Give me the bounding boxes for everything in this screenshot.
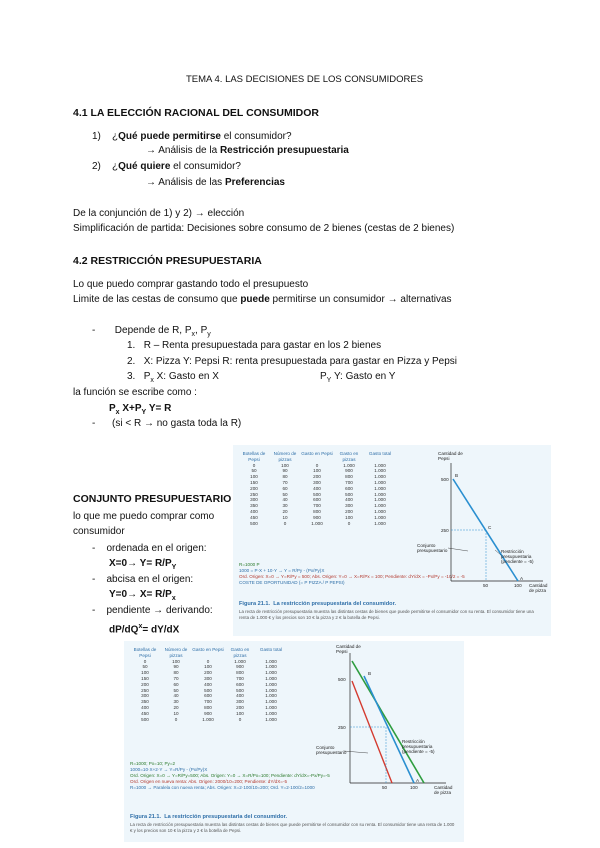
table-cell: 1.000: [202, 716, 214, 722]
eq-end: Y= R: [146, 403, 172, 414]
f2-y-tick-top: 500: [338, 677, 346, 682]
figure-1: [233, 445, 551, 636]
slope-equation: [109, 620, 179, 636]
item-3a-sub: x: [150, 377, 154, 384]
table-cell: 600: [345, 485, 353, 491]
question-2: [92, 160, 241, 173]
q2-pre: ¿: [112, 161, 119, 172]
table-cell: 700: [345, 479, 353, 485]
b1-text: ordenada en el origen:: [106, 543, 207, 554]
table-cell: 600: [204, 693, 212, 699]
table-cell: 500: [204, 687, 212, 693]
table-header-cell: Gasto en Pepsi: [192, 647, 224, 652]
f2-point-b: B: [368, 671, 372, 676]
table-header-cell: Número de pizzas: [273, 451, 297, 462]
table-cell: 1.000: [311, 520, 323, 526]
table-cell: 1.000: [265, 704, 277, 710]
dash: -: [92, 325, 96, 336]
table-cell: 1.000: [265, 664, 277, 670]
table-cell: 800: [345, 474, 353, 480]
depends-text: Depende de R, P: [114, 325, 192, 336]
conjunto-line-2: consumidor: [73, 526, 125, 537]
table-cell: 200: [345, 508, 353, 514]
f1-x-axis-label: Cantidad de pizza: [529, 583, 548, 593]
table-cell: 20: [282, 508, 288, 514]
question-1-sub: [146, 144, 349, 157]
note-line: [92, 417, 241, 430]
table-cell: 200: [141, 681, 149, 687]
table-cell: 100: [141, 670, 149, 676]
note-text: (si < R → no gasta toda la R): [112, 418, 242, 429]
question-1: [92, 130, 292, 143]
table-cell: 70: [173, 675, 179, 681]
f2-x-tick-mid: 50: [382, 785, 388, 790]
f2-formula-5: R=1000 → Paralela con nueva renta; Abs. Origen: X=2·100/10=200; Ord. Y=2·100/2=1000: [130, 785, 315, 790]
table-cell: 50: [282, 491, 288, 497]
table-cell: 1.000: [374, 485, 386, 491]
table-cell: 1.000: [374, 520, 386, 526]
table-cell: 1.000: [265, 710, 277, 716]
f2-caption-text: La recta de restricción presupuestaria muestra las distintas cestas de bienes que puede permitirse el consumidor con su renta. El consumidor tiene una renta de 1.000 € y los precios son 10 € la pizza y 2 € la botella de Pepsi.: [130, 822, 455, 833]
table-cell: 100: [250, 474, 258, 480]
f2-formula-2: 1000=10·X+2·Y → Y=R/Py - (Px/Py)X: [130, 767, 208, 772]
table-cell: 100: [172, 658, 180, 664]
table-cell: 700: [236, 675, 244, 681]
b3-text: pendiente → derivando:: [106, 605, 213, 616]
q1-bold: Qué puede permitirse: [118, 131, 221, 142]
question-2-sub: [146, 176, 285, 189]
b2-eq-sub: x: [171, 595, 176, 602]
table-cell: 1.000: [374, 508, 386, 514]
table-cell: 1.000: [265, 699, 277, 705]
b1-dash: -: [92, 543, 96, 554]
table-cell: 900: [236, 664, 244, 670]
table-cell: 800: [204, 704, 212, 710]
table-cell: 350: [250, 503, 258, 509]
item-1-number: 1.: [127, 340, 136, 351]
table-cell: 450: [141, 710, 149, 716]
depends-sub-y: y: [207, 331, 211, 338]
table-header-cell: Gasto total: [368, 451, 392, 456]
f2-x-axis-label: Cantidad de pizza: [434, 785, 453, 795]
b2-dash: -: [92, 574, 96, 585]
table-cell: 0: [206, 658, 210, 664]
table-cell: 50: [142, 664, 148, 670]
table-cell: 1.000: [374, 474, 386, 480]
f1-y-tick-mid: 250: [441, 528, 449, 533]
table-header-cell: Gasto en Pepsi: [301, 451, 333, 456]
q2-sub-pre: → Análisis de las: [146, 177, 225, 188]
table-cell: 1.000: [265, 675, 277, 681]
table-cell: 1.000: [374, 462, 386, 468]
table-cell: 1.000: [374, 514, 386, 520]
item-1-text: R – Renta presupuestada para gastar en los 2 bienes: [143, 340, 382, 351]
table-cell: 1.000: [265, 658, 277, 664]
f1-x-tick-mid: 50: [483, 583, 489, 588]
b2-text: abcisa en el origen:: [106, 574, 194, 585]
table-cell: 300: [204, 675, 212, 681]
table-cell: 70: [282, 479, 288, 485]
f2-label-set: Conjunto presupuestario: [316, 745, 347, 755]
table-cell: 900: [313, 514, 321, 520]
b3-dash: -: [92, 605, 96, 616]
table-cell: 150: [141, 675, 149, 681]
item-2-number: 2.: [127, 356, 136, 367]
f2-caption-num: Figura 21.1.: [130, 814, 162, 820]
table-cell: 100: [313, 468, 321, 474]
q1-number: 1): [92, 131, 101, 142]
q2-number: 2): [92, 161, 101, 172]
table-cell: 1.000: [343, 462, 355, 468]
f2-y-axis-label: Cantidad de Pepsi: [336, 644, 361, 654]
table-cell: 30: [282, 503, 288, 509]
q2-bold: Qué quiere: [118, 161, 171, 172]
table-cell: 400: [345, 497, 353, 503]
table-cell: 200: [204, 670, 212, 676]
table-cell: 200: [236, 704, 244, 710]
f2-budget-line-green: [352, 661, 424, 783]
q2-sub-bold: Preferencias: [224, 177, 285, 188]
table-cell: 400: [204, 681, 212, 687]
table-cell: 60: [173, 681, 179, 687]
table-cell: 400: [236, 693, 244, 699]
table-cell: 500: [250, 520, 258, 526]
depends-sub-x: x: [191, 331, 196, 338]
figure-2: [124, 641, 464, 842]
f2-point-a: A: [416, 778, 420, 783]
f2-formula-4: Ord. Origen en nueva renta: Abs. Origen: 2000/10=200; Pendiente: dY/dX=-5: [130, 779, 288, 784]
table-cell: 90: [282, 468, 288, 474]
f2-label-line: Restricción presupuestaria (pendiente = -5): [402, 739, 435, 754]
bullet-abscissa: [92, 573, 193, 586]
item-2-text: X: Pizza Y: Pepsi R: renta presupuestada para gastar en Pizza y Pepsi: [143, 356, 458, 367]
q1-sub-bold: Restricción presupuestaria: [219, 145, 349, 156]
eq-s2: Y: [141, 409, 147, 416]
q2-post: el consumidor?: [170, 161, 241, 172]
table-cell: 1.000: [265, 687, 277, 693]
bullet-slope: [92, 604, 213, 617]
item-3b: [320, 370, 395, 387]
table-cell: 100: [236, 710, 244, 716]
item-1: [127, 339, 381, 352]
table-header-cell: Botellas de Pepsi: [242, 451, 266, 462]
table-cell: 90: [173, 664, 179, 670]
table-cell: 80: [173, 670, 179, 676]
q1-pre: ¿: [112, 131, 119, 142]
table-cell: 0: [252, 462, 256, 468]
b2-eq: Y=0→ X= R/P: [109, 589, 172, 600]
table-cell: 900: [345, 468, 353, 474]
table-cell: 400: [141, 704, 149, 710]
s42-line-1: Lo que puedo comprar gastando todo el presupuesto: [73, 279, 309, 290]
q1-post: el consumidor?: [220, 131, 292, 142]
b3-eq-sup: x: [138, 623, 143, 630]
table-cell: 10: [173, 710, 179, 716]
simplification-line: Simplificación de partida: Decisiones sobre consumo de 2 bienes (cestas de 2 bienes): [73, 223, 455, 234]
l2-post: permitirse un consumidor → alternativas: [269, 294, 452, 305]
f1-label-set: Conjunto presupuestario: [417, 543, 448, 553]
table-header-cell: Gasto en pizzas: [230, 647, 250, 658]
table-cell: 100: [281, 462, 289, 468]
table-cell: 800: [313, 508, 321, 514]
table-cell: 1.000: [374, 479, 386, 485]
item-2: [127, 355, 457, 368]
table-cell: 200: [250, 485, 258, 491]
table-cell: 10: [282, 514, 288, 520]
item-3b-post: Y: Gasto en Y: [331, 371, 396, 382]
table-cell: 100: [345, 514, 353, 520]
table-cell: 150: [250, 479, 258, 485]
l2-pre: Limite de las cestas de consumo que: [73, 294, 241, 305]
table-header-cell: Gasto en pizzas: [339, 451, 359, 462]
table-cell: 500: [236, 687, 244, 693]
table-cell: 20: [173, 704, 179, 710]
table-header-cell: Número de pizzas: [164, 647, 188, 658]
abscissa-equation: [109, 588, 176, 605]
bullet-ordinate: [92, 542, 207, 555]
table-cell: 1.000: [265, 693, 277, 699]
l2-bold: puede: [240, 294, 270, 305]
s42-line-2: [73, 293, 452, 306]
table-cell: 60: [282, 485, 288, 491]
table-cell: 700: [313, 503, 321, 509]
table-cell: 800: [236, 670, 244, 676]
table-cell: 0: [143, 658, 147, 664]
f1-caption-text: La recta de restricción presupuestaria muestra las distintas cestas de bienes que puede permitirse el consumidor con su renta. El consumidor tiene una renta de 1.000 € y los precios son 10 € la pizza y 2 € la botella de Pepsi.: [239, 609, 534, 620]
table-cell: 1.000: [374, 503, 386, 509]
ordinate-equation: [109, 557, 176, 574]
table-cell: 40: [282, 497, 288, 503]
item-3b-p: P: [320, 371, 327, 382]
f2-caption-title: [130, 814, 287, 820]
table-cell: 300: [345, 503, 353, 509]
table-cell: 200: [313, 474, 321, 480]
b1-eq-sub: Y: [171, 564, 177, 571]
note-dash: -: [92, 418, 96, 429]
f1-x-tick-end: 100: [514, 583, 522, 588]
table-cell: 1.000: [265, 716, 277, 722]
f1-point-b: B: [455, 473, 459, 478]
f2-x-tick-end: 100: [410, 785, 418, 790]
f2-caption-text-title: La restricción presupuestaria del consumidor.: [164, 814, 287, 820]
f1-point-a: A: [520, 576, 524, 581]
section-4-2-heading: 4.2 RESTRICCIÓN PRESUPUESTARIA: [73, 255, 262, 267]
f1-caption-num: Figura 21.1.: [239, 601, 271, 607]
q1-sub-pre: → Análisis de la: [146, 145, 220, 156]
table-cell: 1.000: [265, 681, 277, 687]
table-cell: 0: [347, 520, 351, 526]
table-cell: 350: [141, 699, 149, 705]
table-header-cell: Gasto total: [259, 647, 283, 652]
conjunto-line-1: lo que me puedo comprar como: [73, 511, 215, 522]
f1-y-axis-label: Cantidad de Pepsi: [438, 451, 463, 461]
depends-comma: , P: [195, 325, 208, 336]
f1-caption-title: [239, 601, 396, 607]
item-3-number: 3.: [127, 371, 136, 382]
table-cell: 100: [204, 664, 212, 670]
table-cell: 30: [173, 699, 179, 705]
table-cell: 500: [313, 491, 321, 497]
table-cell: 1.000: [374, 491, 386, 497]
f2-y-tick-mid: 250: [338, 725, 346, 730]
table-cell: 500: [345, 491, 353, 497]
function-line: la función se escribe como :: [73, 387, 197, 398]
f1-caption-text-title: La restricción presupuestaria del consumidor.: [273, 601, 396, 607]
item-3a: P: [143, 371, 151, 382]
figure-1-plot: [233, 445, 551, 636]
table-cell: 600: [236, 681, 244, 687]
b1-eq: X=0→ Y= R/P: [109, 558, 172, 569]
f1-formula-4: COSTE DE OPORTUNIDAD (= P PIZZA / P PEPSI): [239, 580, 345, 585]
table-cell: 900: [204, 710, 212, 716]
table-cell: 300: [250, 497, 258, 503]
table-cell: 1.000: [374, 497, 386, 503]
f2-formula-1: R=1000; Px=10; Py=2: [130, 761, 176, 766]
eq-s1: x: [115, 409, 120, 416]
table-cell: 500: [141, 716, 149, 722]
item-3b-sub: Y: [326, 377, 332, 384]
table-cell: 300: [313, 479, 321, 485]
table-cell: 40: [173, 693, 179, 699]
table-cell: 400: [313, 485, 321, 491]
table-cell: 0: [238, 716, 242, 722]
conjunto-heading: CONJUNTO PRESUPUESTARIO: [73, 493, 232, 505]
table-cell: 400: [250, 508, 258, 514]
f1-formula-1: R=1000 P: [239, 562, 260, 567]
f1-formula-2: 1000 = P·X + 10·Y → Y = R/Py - (Px/Py)X: [239, 568, 325, 573]
page-title: TEMA 4. LAS DECISIONES DE LOS CONSUMIDORES: [186, 74, 424, 85]
table-cell: 450: [250, 514, 258, 520]
table-cell: 1.000: [374, 468, 386, 474]
table-cell: 1.000: [265, 670, 277, 676]
table-cell: 250: [141, 687, 149, 693]
table-header-cell: Botellas de Pepsi: [133, 647, 157, 658]
conjunction-line: De la conjunción de 1) y 2) → elección: [73, 208, 245, 219]
table-cell: 300: [236, 699, 244, 705]
f1-point-c: C: [488, 525, 492, 530]
b3-eq-b: = dY/dX: [142, 624, 180, 636]
f1-label-line: Restricción presupuestaria (pendiente = -5): [501, 549, 534, 564]
f2-formula-3: Ord. Origen: X=0 → Y=R/Py=500; Abs. Origen: Y=0 → X=R/Px=100; Pendiente: dY/dX=-Px/Py=-5: [130, 773, 330, 778]
f1-y-tick-top: 500: [441, 477, 449, 482]
table-cell: 600: [313, 497, 321, 503]
item-3: [127, 370, 219, 387]
eq-mid: X+P: [119, 403, 142, 414]
table-cell: 300: [141, 693, 149, 699]
item-3a-post: X: Gasto en X: [153, 371, 219, 382]
table-cell: 80: [282, 474, 288, 480]
f1-formula-3: Ord. Origen: X=0 → Y=R/Py = 500; Abs. Origen: Y=0 → X=R/Px = 100; Pendiente: dY/dX = -Px/Py = -10/2 = -5: [239, 574, 465, 579]
table-cell: 0: [315, 462, 319, 468]
table-cell: 250: [250, 491, 258, 497]
eq-p1: P: [109, 403, 116, 414]
table-cell: 700: [204, 699, 212, 705]
section-4-1-heading: 4.1 LA ELECCIÓN RACIONAL DEL CONSUMIDOR: [73, 107, 319, 119]
table-cell: 0: [283, 520, 287, 526]
table-cell: 50: [173, 687, 179, 693]
table-cell: 1.000: [234, 658, 246, 664]
b3-eq-a: dP/dQ: [109, 624, 139, 636]
table-cell: 0: [174, 716, 178, 722]
table-cell: 50: [251, 468, 257, 474]
